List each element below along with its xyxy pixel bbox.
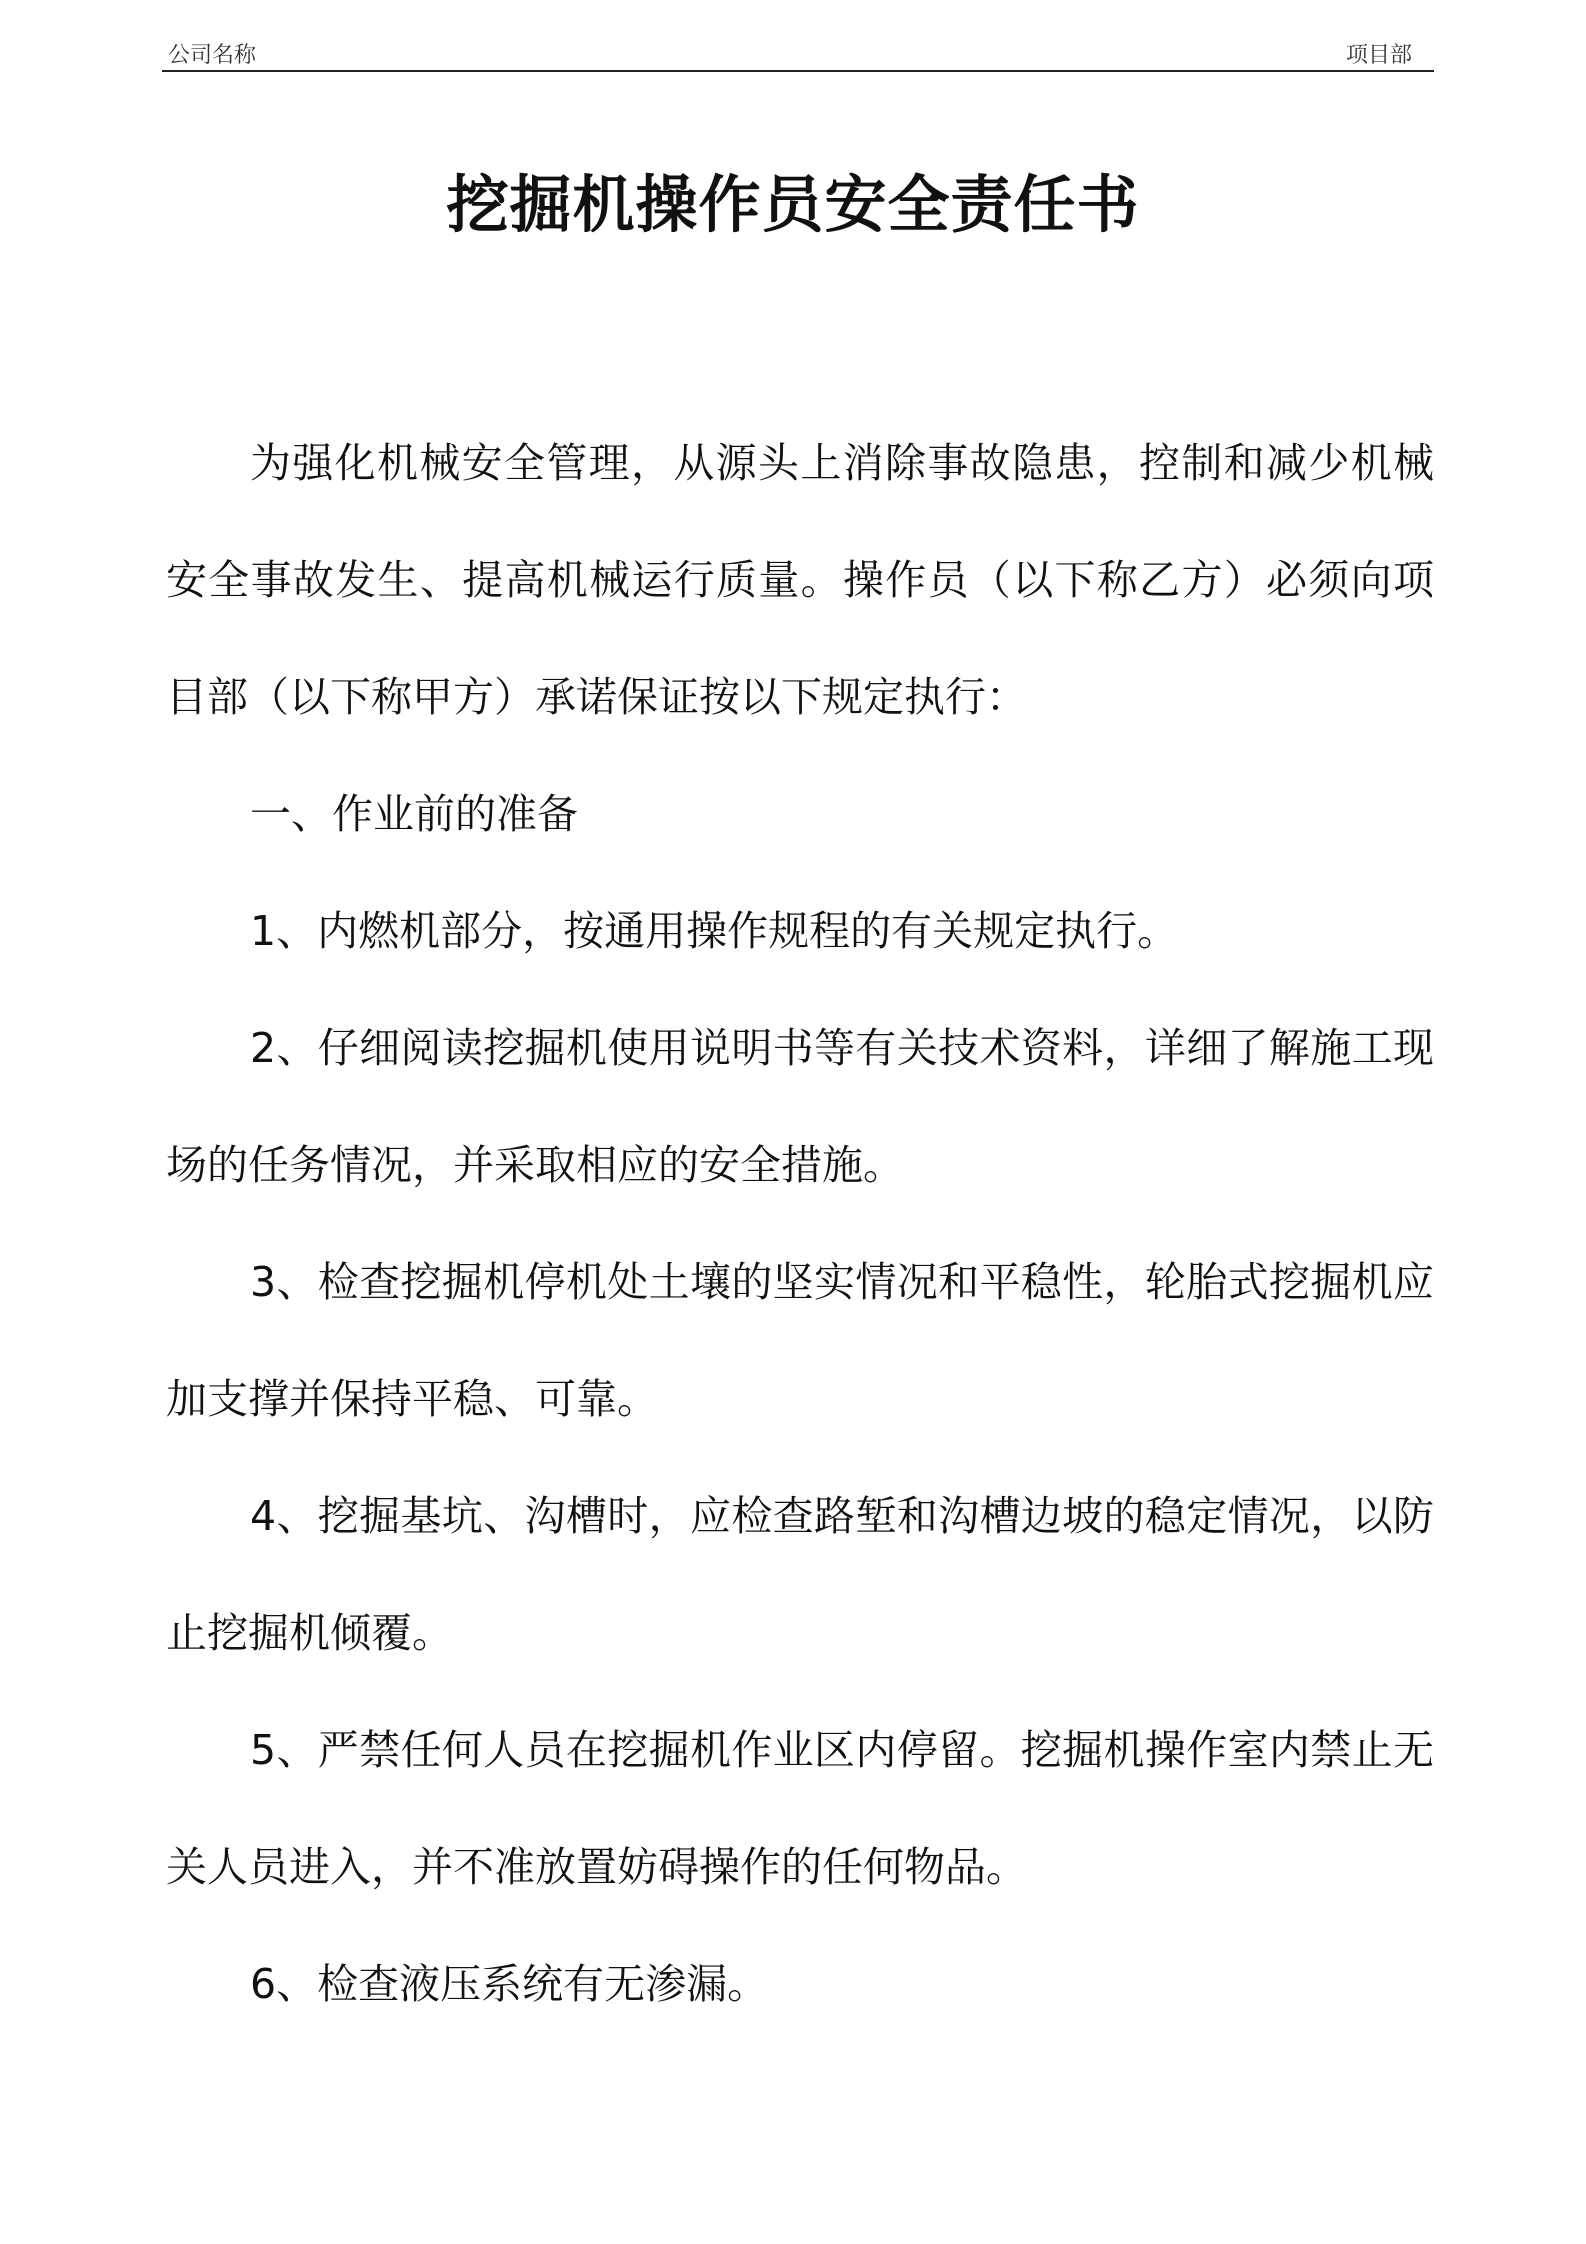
document-body — [166, 405, 1434, 2043]
clause-5: 5、严禁任何人员在挖掘机作业区内停留。挖掘机操作室内禁止无关人员进入，并不准放置妨碍操作的任何物品。 — [166, 1726, 1434, 1891]
section-heading-preparation: 一、作业前的准备 — [250, 790, 578, 838]
clause-6: 6、检查液压系统有无渗漏。 — [250, 1960, 769, 2008]
department-name: 项目部 — [1345, 43, 1412, 68]
clause-1: 1、内燃机部分，按通用操作规程的有关规定执行。 — [250, 907, 1179, 955]
intro-paragraph: 为强化机械安全管理，从源头上消除事故隐患，控制和减少机械安全事故发生、提高机械运行质量。操作员（以下称乙方）必须向项目部（以下称甲方）承诺保证按以下规定执行： — [166, 439, 1434, 721]
page-header — [162, 30, 1434, 72]
company-name: 公司名称 — [168, 43, 257, 68]
document-title: 挖掘机操作员安全责任书 — [446, 168, 1140, 241]
clause-3: 3、检查挖掘机停机处土壤的坚实情况和平稳性，轮胎式挖掘机应加支撑并保持平稳、可靠。 — [166, 1258, 1434, 1423]
clause-4: 4、挖掘基坑、沟槽时，应检查路堑和沟槽边坡的稳定情况，以防止挖掘机倾覆。 — [166, 1492, 1434, 1657]
clause-2: 2、仔细阅读挖掘机使用说明书等有关技术资料，详细了解施工现场的任务情况，并采取相应的安全措施。 — [166, 1024, 1434, 1189]
